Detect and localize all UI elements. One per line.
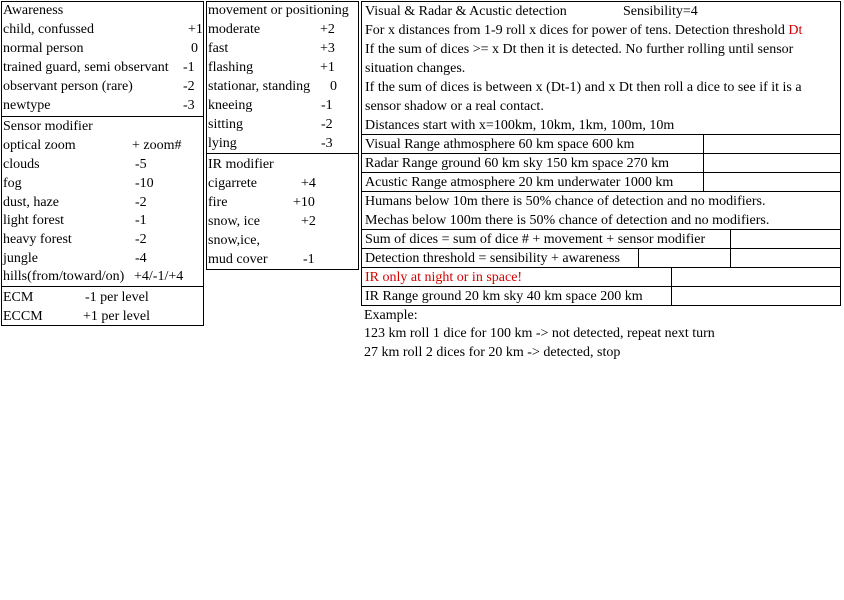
threshold-formula: Detection threshold = sensibility + awareness — [365, 251, 620, 266]
awareness-row: trained guard, semi observant -1 — [3, 60, 195, 75]
sensor-modifier-row: light forest -1 — [3, 213, 147, 228]
ir-note: IR only at night or in space! — [365, 270, 523, 285]
radar-range: Radar Range ground 60 km sky 150 km space 270 km — [365, 156, 670, 171]
ir-modifier-header: IR modifier — [208, 157, 274, 172]
example-line: 123 km roll 1 dice for 100 km -> not detected, repeat next turn — [364, 326, 715, 341]
awareness-row: observant person (rare) -2 — [3, 79, 195, 94]
example-line: 27 km roll 2 dices for 20 km -> detected, stop — [364, 345, 621, 360]
movement-row: flashing +1 — [208, 60, 335, 75]
sensor-modifier-row: heavy forest -2 — [3, 232, 147, 247]
humans-note: Humans below 10m there is 50% chance of detection and no modifiers. — [365, 194, 766, 209]
rule-text: situation changes. — [365, 61, 466, 76]
ir-modifier-divider — [206, 153, 359, 154]
sum-of-dices-formula: Sum of dices = sum of dice # + movement + sensor modifier — [365, 232, 706, 247]
sensor-modifier-row: jungle -4 — [3, 251, 147, 266]
ecm-divider — [1, 286, 204, 287]
sensor-modifier-row: dust, haze -2 — [3, 195, 147, 210]
ir-modifier-row: snow, ice +2 — [208, 214, 316, 229]
detection-title: Visual & Radar & Acustic detection — [365, 4, 567, 19]
rule-text: If the sum of dices >= x Dt then it is detected. No further rolling until sensor — [365, 42, 794, 57]
ir-modifier-row: fire +10 — [208, 195, 315, 210]
awareness-row: normal person 0 — [3, 41, 198, 56]
visual-range: Visual Range athmosphere 60 km space 600 km — [365, 137, 635, 152]
movement-row: sitting -2 — [208, 117, 333, 132]
ir-modifier-row: cigarrete +4 — [208, 176, 316, 191]
sensor-modifier-row: clouds -5 — [3, 157, 147, 172]
cell-divider — [638, 248, 639, 267]
ecm-row: ECCM +1 per level — [3, 309, 150, 324]
cell-divider — [671, 267, 672, 306]
sensor-modifier-row: hills(from/toward/on) +4/-1/+4 — [3, 269, 184, 284]
acustic-range: Acustic Range atmosphere 20 km underwater 1000 km — [365, 175, 674, 190]
rule-text: If the sum of dices is between x (Dt-1) and x Dt then roll a dice to see if it is a — [365, 80, 802, 95]
awareness-row: newtype -3 — [3, 98, 195, 113]
movement-row: fast +3 — [208, 41, 335, 56]
sensor-modifier-header: Sensor modifier — [3, 119, 93, 134]
awareness-header: Awareness — [3, 3, 64, 18]
example-header: Example: — [364, 308, 418, 323]
movement-row: moderate +2 — [208, 22, 335, 37]
cell-divider — [730, 229, 731, 267]
movement-row: lying -3 — [208, 136, 333, 151]
movement-row: kneeing -1 — [208, 98, 333, 113]
sensor-modifier-row: optical zoom + zoom# — [3, 138, 182, 153]
awareness-row: child, confussed +1 — [3, 22, 203, 37]
ir-modifier-row: snow,ice, — [208, 233, 260, 248]
mechas-note: Mechas below 100m there is 50% chance of detection and no modifiers. — [365, 213, 770, 228]
dt-highlight: Dt — [788, 23, 803, 38]
sensor-modifier-row: fog -10 — [3, 176, 154, 191]
ir-range: IR Range ground 20 km sky 40 km space 200 km — [365, 289, 643, 304]
sensibility-value: Sensibility=4 — [623, 4, 698, 19]
rule-text: Distances start with x=100km, 10km, 1km, 100m, 10m — [365, 118, 675, 133]
rule-text: sensor shadow or a real contact. — [365, 99, 544, 114]
movement-header: movement or positioning — [208, 3, 349, 18]
ir-modifier-row: mud cover -1 — [208, 252, 315, 267]
movement-row: stationar, standing 0 — [208, 79, 337, 94]
cell-divider — [703, 134, 704, 191]
ecm-row: ECM -1 per level — [3, 290, 149, 305]
rule-text: For x distances from 1-9 roll x dices for power of tens. Detection threshold Dt — [365, 23, 803, 38]
